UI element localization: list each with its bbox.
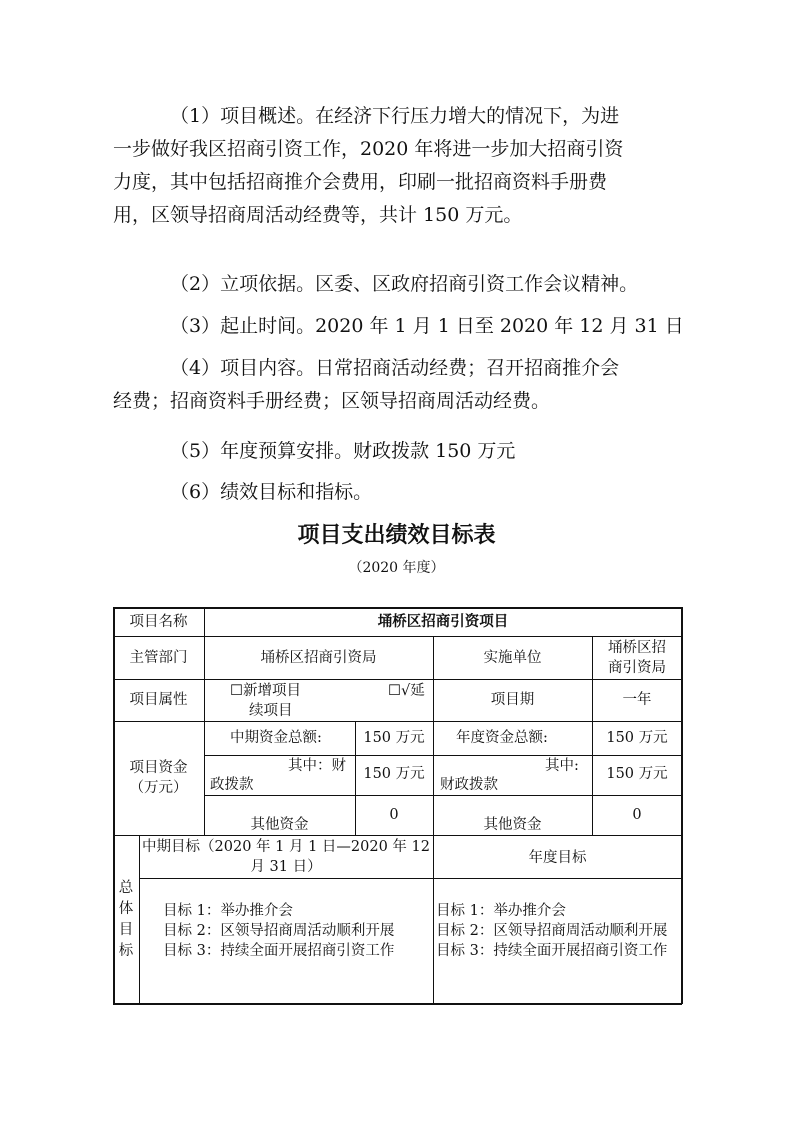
table-rule <box>113 636 682 637</box>
paragraph-line: （1）项目概述。在经济下行压力增大的情况下，为进 <box>170 105 620 127</box>
table-rule <box>113 835 682 836</box>
funds-label <box>113 758 204 798</box>
impl-unit-line: 埇桥区招 <box>608 640 666 656</box>
table-border-top <box>113 607 682 609</box>
overall-goal-char: 体 <box>118 901 134 917</box>
attr-continue-text: 续项目 <box>249 703 293 719</box>
table-subtitle: （2020 年度） <box>348 560 445 576</box>
funds-label-line: （万元） <box>129 780 188 796</box>
funds-label-line: 项目资金 <box>129 760 188 776</box>
dept-value: 埇桥区招商引资局 <box>260 650 377 666</box>
overall-goal-label <box>113 878 139 962</box>
list-item: 目标 2：区领导招商周活动顺利开展 <box>436 923 668 939</box>
impl-unit-value <box>592 638 682 678</box>
list-item: 目标 2：区领导招商周活动顺利开展 <box>163 923 395 939</box>
paragraph-3 <box>113 310 684 343</box>
table-rule <box>204 755 682 756</box>
mid-total-label: 中期资金总额: <box>230 730 322 746</box>
table-rule <box>204 795 682 796</box>
mid-other-value: 0 <box>389 807 399 823</box>
table-border-bottom <box>113 1003 682 1005</box>
paragraph-line: （2）立项依据。区委、区政府招商引资工作会议精神。 <box>170 273 639 295</box>
overall-goal-char: 标 <box>118 943 134 959</box>
period-label: 项目期 <box>490 692 535 708</box>
attr-label: 项目属性 <box>129 692 188 708</box>
mid-fiscal-value: 150 万元 <box>363 766 425 782</box>
table-rule <box>113 721 682 722</box>
paragraph-6 <box>113 476 673 509</box>
list-item: 目标 3：持续全面开展招商引资工作 <box>436 943 668 959</box>
list-item: 目标 1：举办推介会 <box>436 903 566 919</box>
table-title: 项目支出绩效目标表 <box>297 523 496 548</box>
year-goal-header: 年度目标 <box>528 850 587 866</box>
paragraph-line: （6）绩效目标和指标。 <box>170 481 373 503</box>
year-total-value: 150 万元 <box>606 730 668 746</box>
mid-fiscal-label-a: 其中：财 <box>288 758 346 774</box>
attr-continue-checkbox[interactable]: ☐√延 <box>388 683 425 699</box>
paragraph-1 <box>113 100 673 232</box>
paragraph-4 <box>113 352 673 418</box>
list-item: 目标 1：举办推介会 <box>163 903 293 919</box>
mid-goals-list <box>163 901 394 961</box>
mid-goal-header <box>139 837 433 877</box>
paragraph-line: （3）起止时间。2020 年 1 月 1 日至 2020 年 12 月 31 日 <box>170 315 684 337</box>
mid-other-label: 其他资金 <box>250 817 309 833</box>
paragraph-line: 力度，其中包括招商推介会费用，印刷一批招商资料手册费 <box>113 171 608 193</box>
year-goals-list <box>436 901 667 961</box>
year-fiscal-label-a: 其中: <box>545 758 579 774</box>
mid-goal-header-line: 中期目标（2020 年 1 月 1 日—2020 年 12 <box>142 839 430 855</box>
table-rule <box>139 878 682 879</box>
overall-goal-char: 目 <box>118 922 134 938</box>
table-rule <box>113 679 682 680</box>
impl-unit-line: 商引资局 <box>608 660 666 676</box>
paragraph-line: 用，区领导招商周活动经费等，共计 150 万元。 <box>113 204 523 226</box>
paragraph-line: （4）项目内容。日常招商活动经费；召开招商推介会 <box>170 357 620 379</box>
paragraph-line: 经费；招商资料手册经费；区领导招商周活动经费。 <box>113 390 551 412</box>
table-rule <box>204 607 205 836</box>
year-other-value: 0 <box>632 807 642 823</box>
list-item: 目标 3：持续全面开展招商引资工作 <box>163 943 395 959</box>
mid-goal-header-line: 月 31 日） <box>250 859 322 875</box>
paragraph-5 <box>113 435 673 468</box>
dept-label: 主管部门 <box>129 650 188 666</box>
paragraph-line: 一步做好我区招商引资工作，2020 年将进一步加大招商引资 <box>113 138 624 160</box>
paragraph-line: （5）年度预算安排。财政拨款 150 万元 <box>170 440 516 462</box>
overall-goal-char: 总 <box>118 880 134 896</box>
year-total-label: 年度资金总额: <box>456 730 548 746</box>
year-other-label: 其他资金 <box>483 817 542 833</box>
year-fiscal-label-b: 财政拨款 <box>440 777 498 793</box>
mid-total-value: 150 万元 <box>363 730 425 746</box>
year-fiscal-value: 150 万元 <box>606 766 668 782</box>
impl-unit-label: 实施单位 <box>483 650 542 666</box>
period-value: 一年 <box>622 692 652 708</box>
mid-fiscal-label-b: 政拨款 <box>210 777 254 793</box>
project-name: 埇桥区招商引资项目 <box>377 613 509 630</box>
attr-new-checkbox[interactable]: ☐新增项目 <box>230 683 301 699</box>
project-name-label: 项目名称 <box>129 614 188 630</box>
paragraph-2 <box>113 268 673 301</box>
